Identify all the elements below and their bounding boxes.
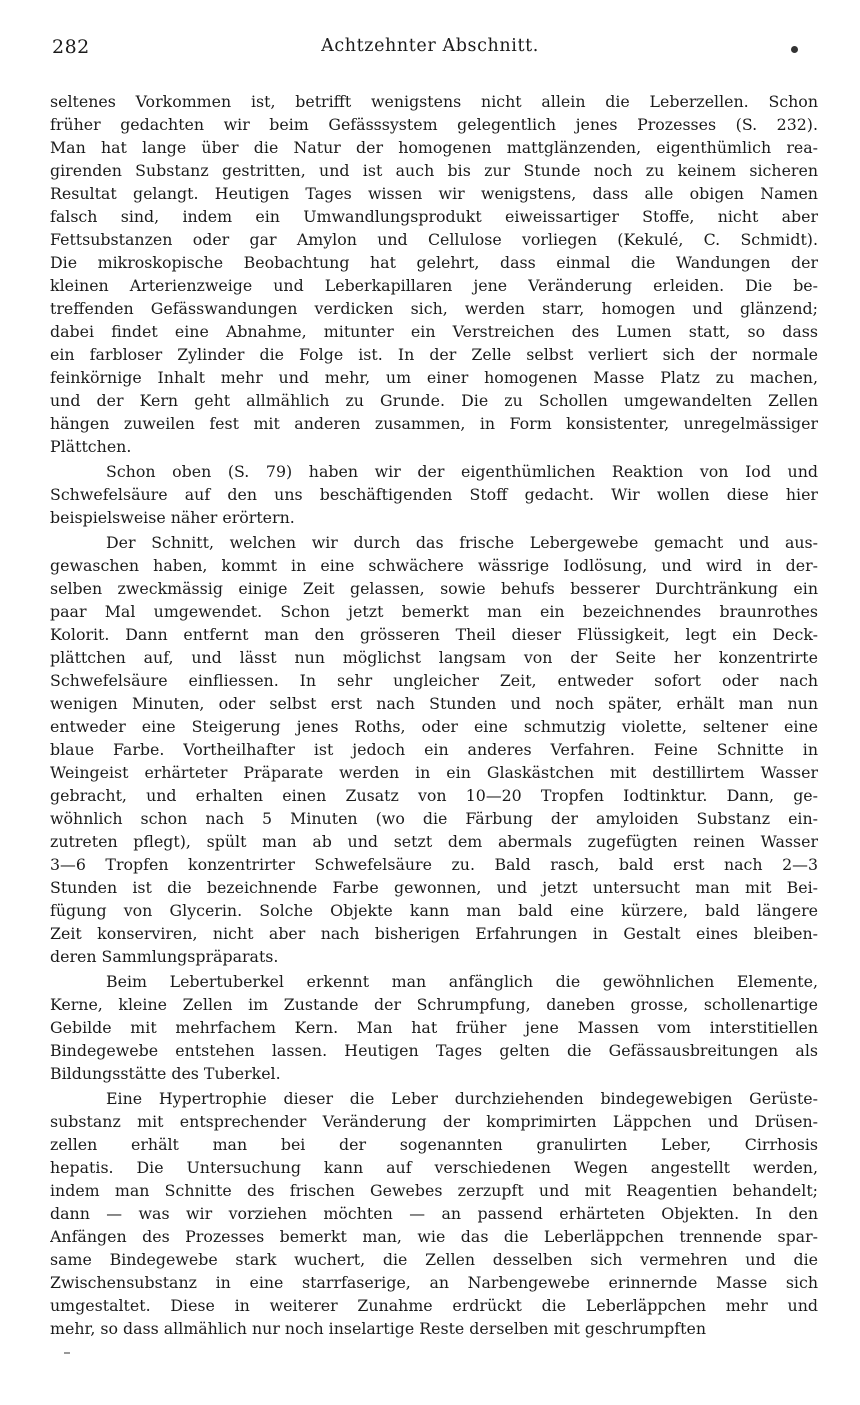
text-line: Kerne, kleine Zellen im Zustande der Schrumpfung, daneben grosse, schollenartige bbox=[50, 995, 818, 1014]
text-line: dann — was wir vorziehen möchten — an passend erhärteten Objekten. In den bbox=[50, 1204, 818, 1223]
text-line: deren Sammlungspräparats. bbox=[50, 947, 279, 966]
page-mark bbox=[64, 1352, 70, 1354]
text-line: substanz mit entsprechender Veränderung der komprimirten Läppchen und Drüsen- bbox=[50, 1112, 818, 1131]
text-line: Gebilde mit mehrfachem Kern. Man hat früher jene Massen vom interstitiellen bbox=[50, 1018, 818, 1037]
text-line: kleinen Arterienzweige und Leberkapillaren jene Veränderung erleiden. Die be- bbox=[50, 276, 818, 295]
text-line: wöhnlich schon nach 5 Minuten (wo die Färbung der amyloiden Substanz ein- bbox=[50, 809, 818, 828]
text-line: früher gedachten wir beim Gefässsystem gelegentlich jenes Prozesses (S. 232). bbox=[50, 115, 818, 134]
text-line: paar Mal umgewendet. Schon jetzt bemerkt man ein bezeichnendes braunrothes bbox=[50, 602, 818, 621]
text-line: Bildungsstätte des Tuberkel. bbox=[50, 1064, 281, 1083]
text-line: Stunden ist die bezeichnende Farbe gewonnen, und jetzt untersucht man mit Bei- bbox=[50, 878, 818, 897]
text-line: Resultat gelangt. Heutigen Tages wissen wir wenigstens, dass alle obigen Namen bbox=[50, 184, 818, 203]
text-line: Fettsubstanzen oder gar Amylon und Cellulose vorliegen (Kekulé, C. Schmidt). bbox=[50, 230, 818, 249]
page-header bbox=[52, 28, 808, 68]
text-line: Zwischensubstanz in eine starrfaserige, an Narbengewebe erinnernde Masse sich bbox=[50, 1273, 818, 1292]
text-line: selben zweckmässig einige Zeit gelassen, sowie behufs besserer Durchtränkung ein bbox=[50, 579, 818, 598]
text-line: Schwefelsäure einfliessen. In sehr ungleicher Zeit, entweder sofort oder nach bbox=[50, 671, 818, 690]
text-line: und der Kern geht allmählich zu Grunde. Die zu Schollen umgewandelten Zellen bbox=[50, 391, 818, 410]
text-line: Anfängen des Prozesses bemerkt man, wie das die Leberläppchen trennende spar- bbox=[50, 1227, 818, 1246]
ink-speck bbox=[791, 46, 798, 53]
text-body bbox=[50, 90, 818, 1340]
paragraph bbox=[50, 970, 818, 1085]
text-line: wenigen Minuten, oder selbst erst nach Stunden und noch später, erhält man nun bbox=[50, 694, 818, 713]
text-line: Bindegewebe entstehen lassen. Heutigen Tages gelten die Gefässausbreitungen als bbox=[50, 1041, 818, 1060]
text-line: ein farbloser Zylinder die Folge ist. In der Zelle selbst verliert sich der normale bbox=[50, 345, 818, 364]
text-line: Beim Lebertuberkel erkennt man anfänglich die gewöhnlichen Elemente, bbox=[106, 972, 818, 991]
text-line: zutreten pflegt), spült man ab und setzt dem abermals zugefügten reinen Wasser bbox=[50, 832, 818, 851]
page-number: 282 bbox=[52, 36, 90, 58]
text-line: beispielsweise näher erörtern. bbox=[50, 508, 295, 527]
text-line: falsch sind, indem ein Umwandlungsprodukt eiweissartiger Stoffe, nicht aber bbox=[50, 207, 818, 226]
text-line: Zeit konserviren, nicht aber nach bisherigen Erfahrungen in Gestalt eines bleiben- bbox=[50, 924, 818, 943]
text-line: dabei findet eine Abnahme, mitunter ein Verstreichen des Lumen statt, so dass bbox=[50, 322, 818, 341]
running-title: Achtzehnter Abschnitt. bbox=[321, 36, 539, 56]
paragraph bbox=[50, 531, 818, 968]
text-line: hängen zuweilen fest mit anderen zusammen, in Form konsistenter, unregelmässiger bbox=[50, 414, 818, 433]
text-line: same Bindegewebe stark wuchert, die Zellen desselben sich vermehren und die bbox=[50, 1250, 818, 1269]
text-line: blaue Farbe. Vortheilhafter ist jedoch ein anderes Verfahren. Feine Schnitte in bbox=[50, 740, 818, 759]
text-line: Die mikroskopische Beobachtung hat gelehrt, dass einmal die Wandungen der bbox=[50, 253, 818, 272]
text-line: gewaschen haben, kommt in eine schwächere wässrige Iodlösung, und wird in der- bbox=[50, 556, 818, 575]
text-line: entweder eine Steigerung jenes Roths, oder eine schmutzig violette, seltener eine bbox=[50, 717, 818, 736]
text-line: fügung von Glycerin. Solche Objekte kann man bald eine kürzere, bald längere bbox=[50, 901, 818, 920]
paragraph bbox=[50, 460, 818, 529]
text-line: 3—6 Tropfen konzentrirter Schwefelsäure zu. Bald rasch, bald erst nach 2—3 bbox=[50, 855, 818, 874]
text-line: Schwefelsäure auf den uns beschäftigenden Stoff gedacht. Wir wollen diese hier bbox=[50, 485, 818, 504]
text-line: girenden Substanz gestritten, und ist auch bis zur Stunde noch zu keinem sicheren bbox=[50, 161, 818, 180]
text-line: mehr, so dass allmählich nur noch inselartige Reste derselben mit geschrumpften bbox=[50, 1319, 707, 1338]
text-line: Plättchen. bbox=[50, 437, 132, 456]
text-line: umgestaltet. Diese in weiterer Zunahme erdrückt die Leberläppchen mehr und bbox=[50, 1296, 818, 1315]
text-line: Weingeist erhärteter Präparate werden in ein Glaskästchen mit destillirtem Wasser bbox=[50, 763, 818, 782]
text-line: zellen erhält man bei der sogenannten granulirten Leber, Cirrhosis bbox=[50, 1135, 818, 1154]
text-line: Eine Hypertrophie dieser die Leber durchziehenden bindegewebigen Gerüste- bbox=[106, 1089, 818, 1108]
text-line: feinkörnige Inhalt mehr und mehr, um einer homogenen Masse Platz zu machen, bbox=[50, 368, 818, 387]
text-line: Der Schnitt, welchen wir durch das frische Lebergewebe gemacht und aus- bbox=[106, 533, 818, 552]
text-line: Man hat lange über die Natur der homogenen mattglänzenden, eigenthümlich rea- bbox=[50, 138, 818, 157]
text-line: seltenes Vorkommen ist, betrifft wenigstens nicht allein die Leberzellen. Schon bbox=[50, 92, 818, 111]
text-line: Schon oben (S. 79) haben wir der eigenthümlichen Reaktion von Iod und bbox=[106, 462, 818, 481]
text-line: indem man Schnitte des frischen Gewebes zerzupft und mit Reagentien behandelt; bbox=[50, 1181, 818, 1200]
paragraph bbox=[50, 90, 818, 458]
text-line: treffenden Gefässwandungen verdicken sich, werden starr, homogen und glänzend; bbox=[50, 299, 818, 318]
text-line: Kolorit. Dann entfernt man den grösseren Theil dieser Flüssigkeit, legt ein Deck- bbox=[50, 625, 818, 644]
text-line: plättchen auf, und lässt nun möglichst langsam von der Seite her konzentrirte bbox=[50, 648, 818, 667]
paragraph bbox=[50, 1087, 818, 1340]
text-line: gebracht, und erhalten einen Zusatz von 10—20 Tropfen Iodtinktur. Dann, ge- bbox=[50, 786, 818, 805]
text-line: hepatis. Die Untersuchung kann auf verschiedenen Wegen angestellt werden, bbox=[50, 1158, 818, 1177]
